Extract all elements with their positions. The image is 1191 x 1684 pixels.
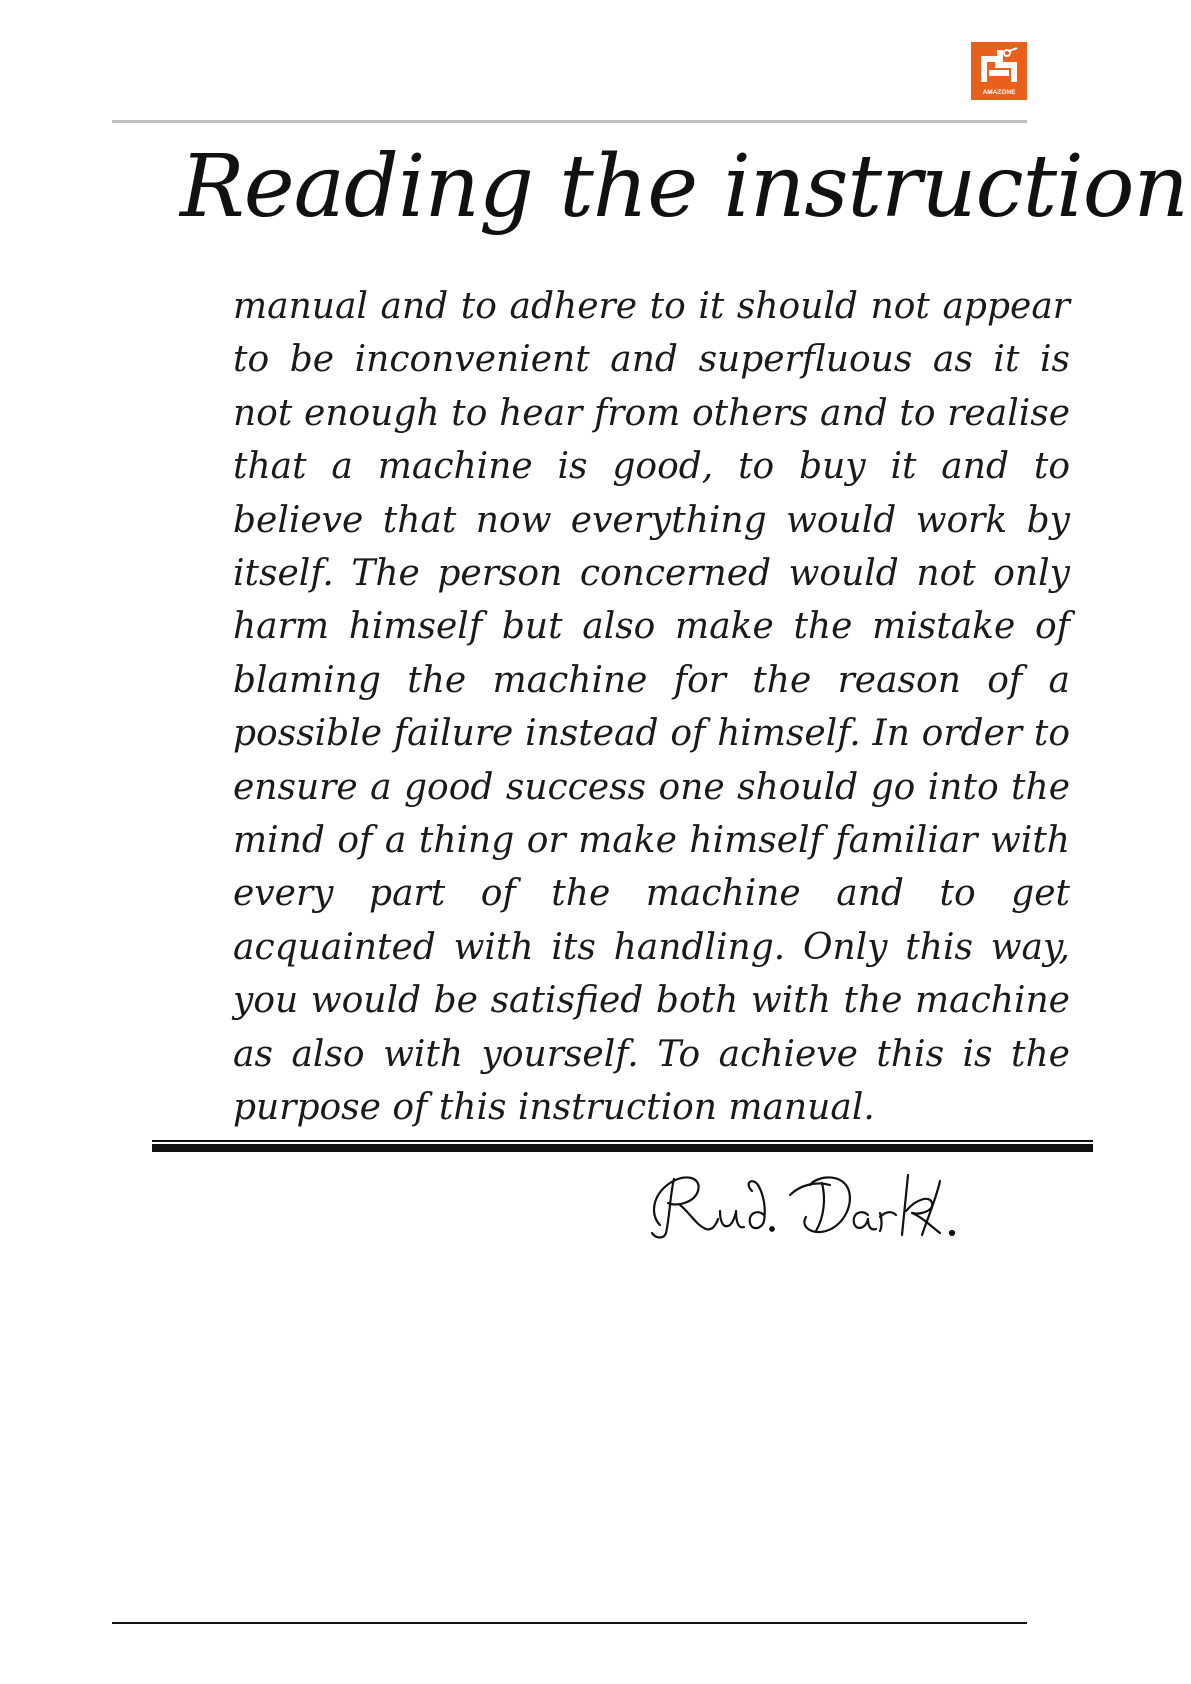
signature-graphic (640, 1155, 1010, 1250)
section-divider (152, 1140, 1093, 1152)
page-title: Reading the instruction (180, 137, 1188, 237)
amazone-logo-icon (971, 42, 1027, 100)
header-divider (112, 120, 1027, 123)
body-paragraph: manual and to adhere to it should not appear to be inconvenient and superfluous as it is not enough to hear from others and to realise that a machine is good, to buy it and to believe that now everything would work by itself. The person concerned would not only harm himself but also make the mistake of blaming the machine for the reason of a possible failure instead of himself. In order to ensure a good success one should go into the mind of a thing or make himself familiar with every part of the machine and to get acquainted with its handling. Only this way, you would be satisfied both with the machine as also with yourself. To achieve this is the purpose of this instruction manual. (233, 286, 1070, 1129)
amazone-logo-graphic (971, 42, 1027, 100)
divider-thin-line (152, 1140, 1093, 1142)
footer-divider (112, 1622, 1027, 1624)
divider-thick-line (152, 1144, 1093, 1152)
logo-wordmark: AMAZONE (982, 89, 1016, 96)
handwritten-signature-icon (640, 1155, 1010, 1250)
